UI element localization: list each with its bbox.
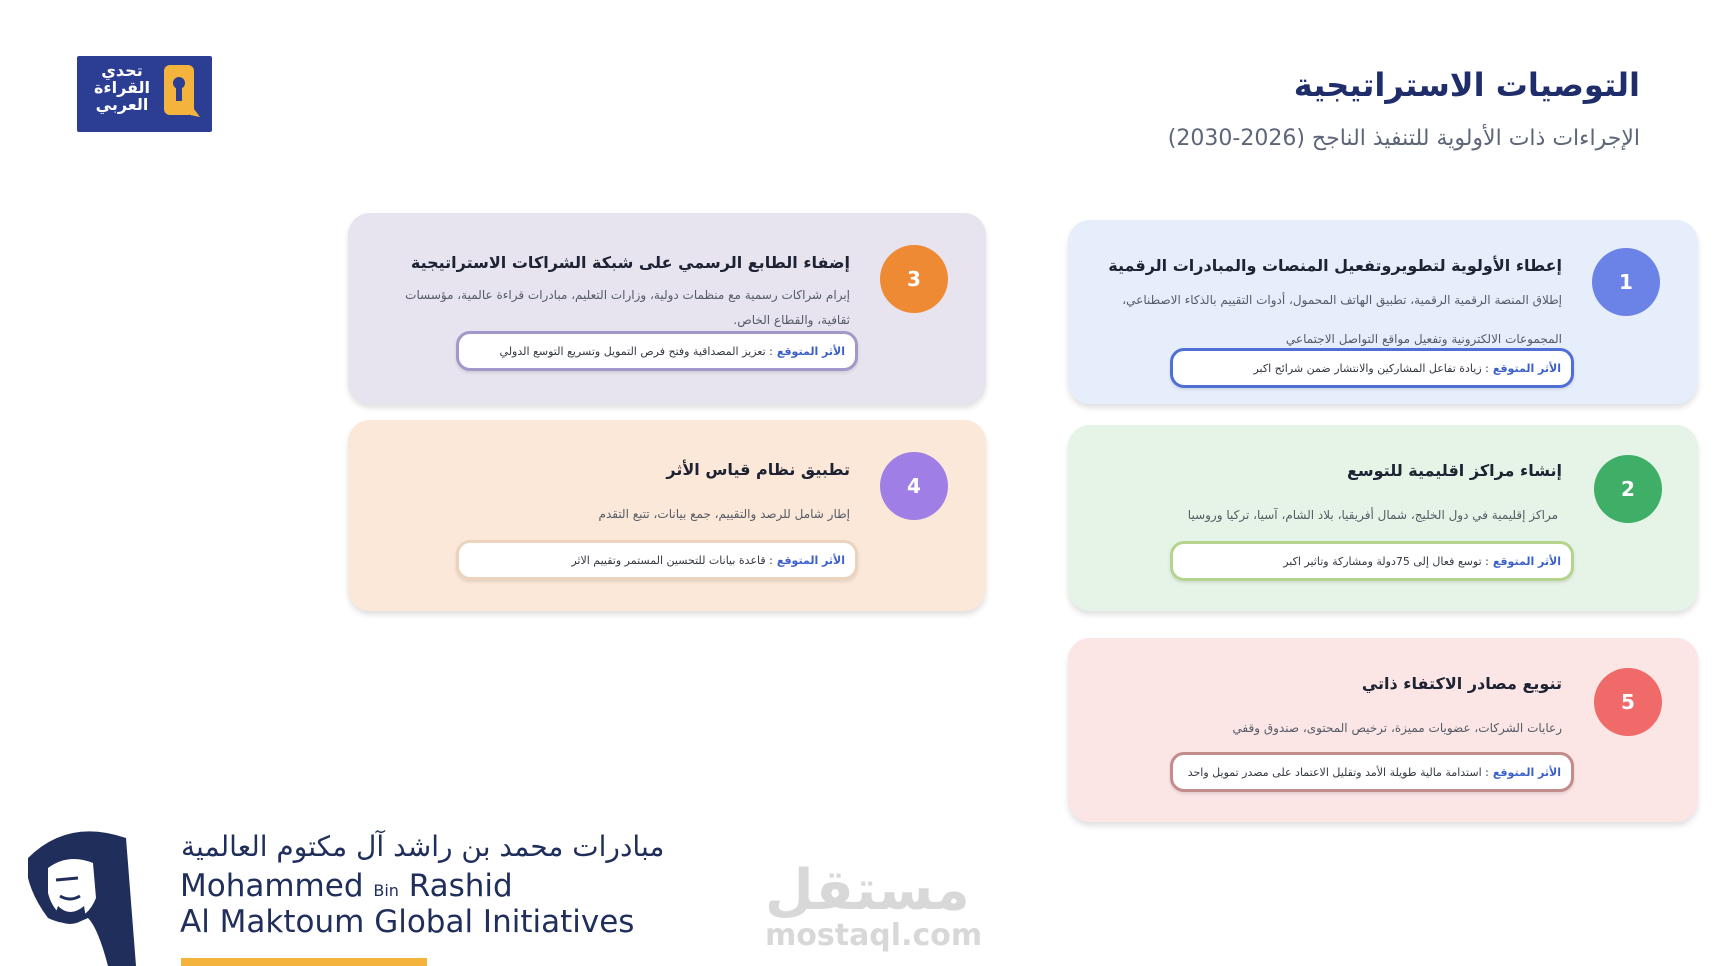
org-name-part: Rashid xyxy=(398,868,513,904)
card-title: إنشاء مراكز اقليمية للتوسع xyxy=(1346,461,1562,480)
card-desc-line: رعايات الشركات، عضويات مميزة، ترخيص المحتوى، صندوق وقفي xyxy=(1232,721,1562,735)
logo-text xyxy=(82,62,162,113)
impact-text: : قاعدة بيانات للتحسين المستمر وتقييم الاثر xyxy=(571,553,773,567)
card-title: إضفاء الطابع الرسمي على شبكة الشراكات الاستراتيجية xyxy=(410,253,850,272)
expected-impact-box xyxy=(1170,348,1574,388)
expected-impact-box xyxy=(1170,541,1574,581)
card-number-badge: 3 xyxy=(880,245,948,313)
card-number-badge: 1 xyxy=(1592,248,1660,316)
recommendation-card-4 xyxy=(348,420,986,611)
watermark-english: mostaql.com xyxy=(765,918,983,953)
card-desc-line: إطار شامل للرصد والتقييم، جمع بيانات، تتبع التقدم xyxy=(598,507,850,521)
impact-text: : توسع فعال إلى 75دولة ومشاركة وتاثير اكبر xyxy=(1283,554,1489,568)
expected-impact-box xyxy=(456,331,858,371)
card-desc-line: إبرام شراكات رسمية مع منظمات دولية، وزارات التعليم، مبادرات قراءة عالمية، مؤسسات xyxy=(405,288,850,302)
org-name-english-line1 xyxy=(180,868,513,904)
impact-label: الأثر المتوقع xyxy=(776,553,845,567)
arab-reading-challenge-logo xyxy=(77,56,212,132)
org-name-arabic: مبادرات محمد بن راشد آل مكتوم العالمية xyxy=(181,830,665,863)
impact-label: الأثر المتوقع xyxy=(1492,554,1561,568)
card-title: تطبيق نظام قياس الأثر xyxy=(666,460,850,479)
card-number-badge: 5 xyxy=(1594,668,1662,736)
page-title: التوصيات الاستراتيجية xyxy=(1293,66,1640,104)
expected-impact-box xyxy=(456,540,858,580)
org-name-part: Mohammed xyxy=(180,868,374,904)
card-description xyxy=(1082,716,1562,741)
mbr-portrait-icon xyxy=(8,818,148,966)
impact-label: الأثر المتوقع xyxy=(1492,765,1561,779)
card-description xyxy=(380,502,850,527)
card-title: تنويع مصادر الاكتفاء ذاتي xyxy=(1361,674,1562,693)
logo-line-3: العربي xyxy=(95,95,149,114)
card-desc-line: مراكز إقليمية في دول الخليج، شمال أفريقيا، بلاد الشام، آسيا، تركيا وروسيا xyxy=(1187,508,1558,522)
card-desc-line: ثقافية، والقطاع الخاص. xyxy=(733,313,850,327)
card-number-badge: 2 xyxy=(1594,455,1662,523)
card-number-badge: 4 xyxy=(880,452,948,520)
recommendation-card-3 xyxy=(348,213,986,404)
card-description xyxy=(380,283,850,333)
impact-label: الأثر المتوقع xyxy=(776,344,845,358)
card-title: إعطاء الأولوية لتطويروتفعيل المنصات والمبادرات الرقمية xyxy=(1108,256,1562,275)
impact-text: : استدامة مالية طويلة الأمد وتقليل الاعتماد على مصدر تمويل واحد xyxy=(1187,765,1489,779)
keyhole-book-icon xyxy=(162,63,202,121)
impact-label: الأثر المتوقع xyxy=(1492,361,1561,375)
accent-bar xyxy=(181,958,427,966)
org-name-english-line2: Al Maktoum Global Initiatives xyxy=(180,904,635,940)
recommendation-card-1 xyxy=(1068,220,1698,404)
card-description xyxy=(1082,288,1562,352)
recommendation-card-2 xyxy=(1068,425,1698,611)
org-name-bin: Bin xyxy=(373,881,399,900)
impact-text: : تعزيز المصداقية وفتح فرص التمويل وتسريع التوسع الدولي xyxy=(499,344,773,358)
card-desc-line: إطلاق المنصة الرقمية الرقمية، تطبيق الهاتف المحمول، أدوات التقييم بالذكاء الاصطناعي، xyxy=(1122,293,1562,307)
card-desc-line: المجموعات الالكترونية وتفعيل مواقع التواصل الاجتماعي xyxy=(1285,332,1562,346)
expected-impact-box xyxy=(1170,752,1574,792)
logo-line-2: القراءة xyxy=(93,78,151,97)
watermark-arabic: مستقل xyxy=(765,858,970,923)
impact-text: : زيادة تفاعل المشاركين والانتشار ضمن شرائح اكبر xyxy=(1253,361,1489,375)
logo-line-1: تحدي xyxy=(101,61,143,80)
page-subtitle: الإجراءات ذات الأولوية للتنفيذ الناجح (2026-2030) xyxy=(1167,126,1640,151)
card-description xyxy=(1078,503,1558,528)
recommendation-card-5 xyxy=(1068,638,1698,822)
